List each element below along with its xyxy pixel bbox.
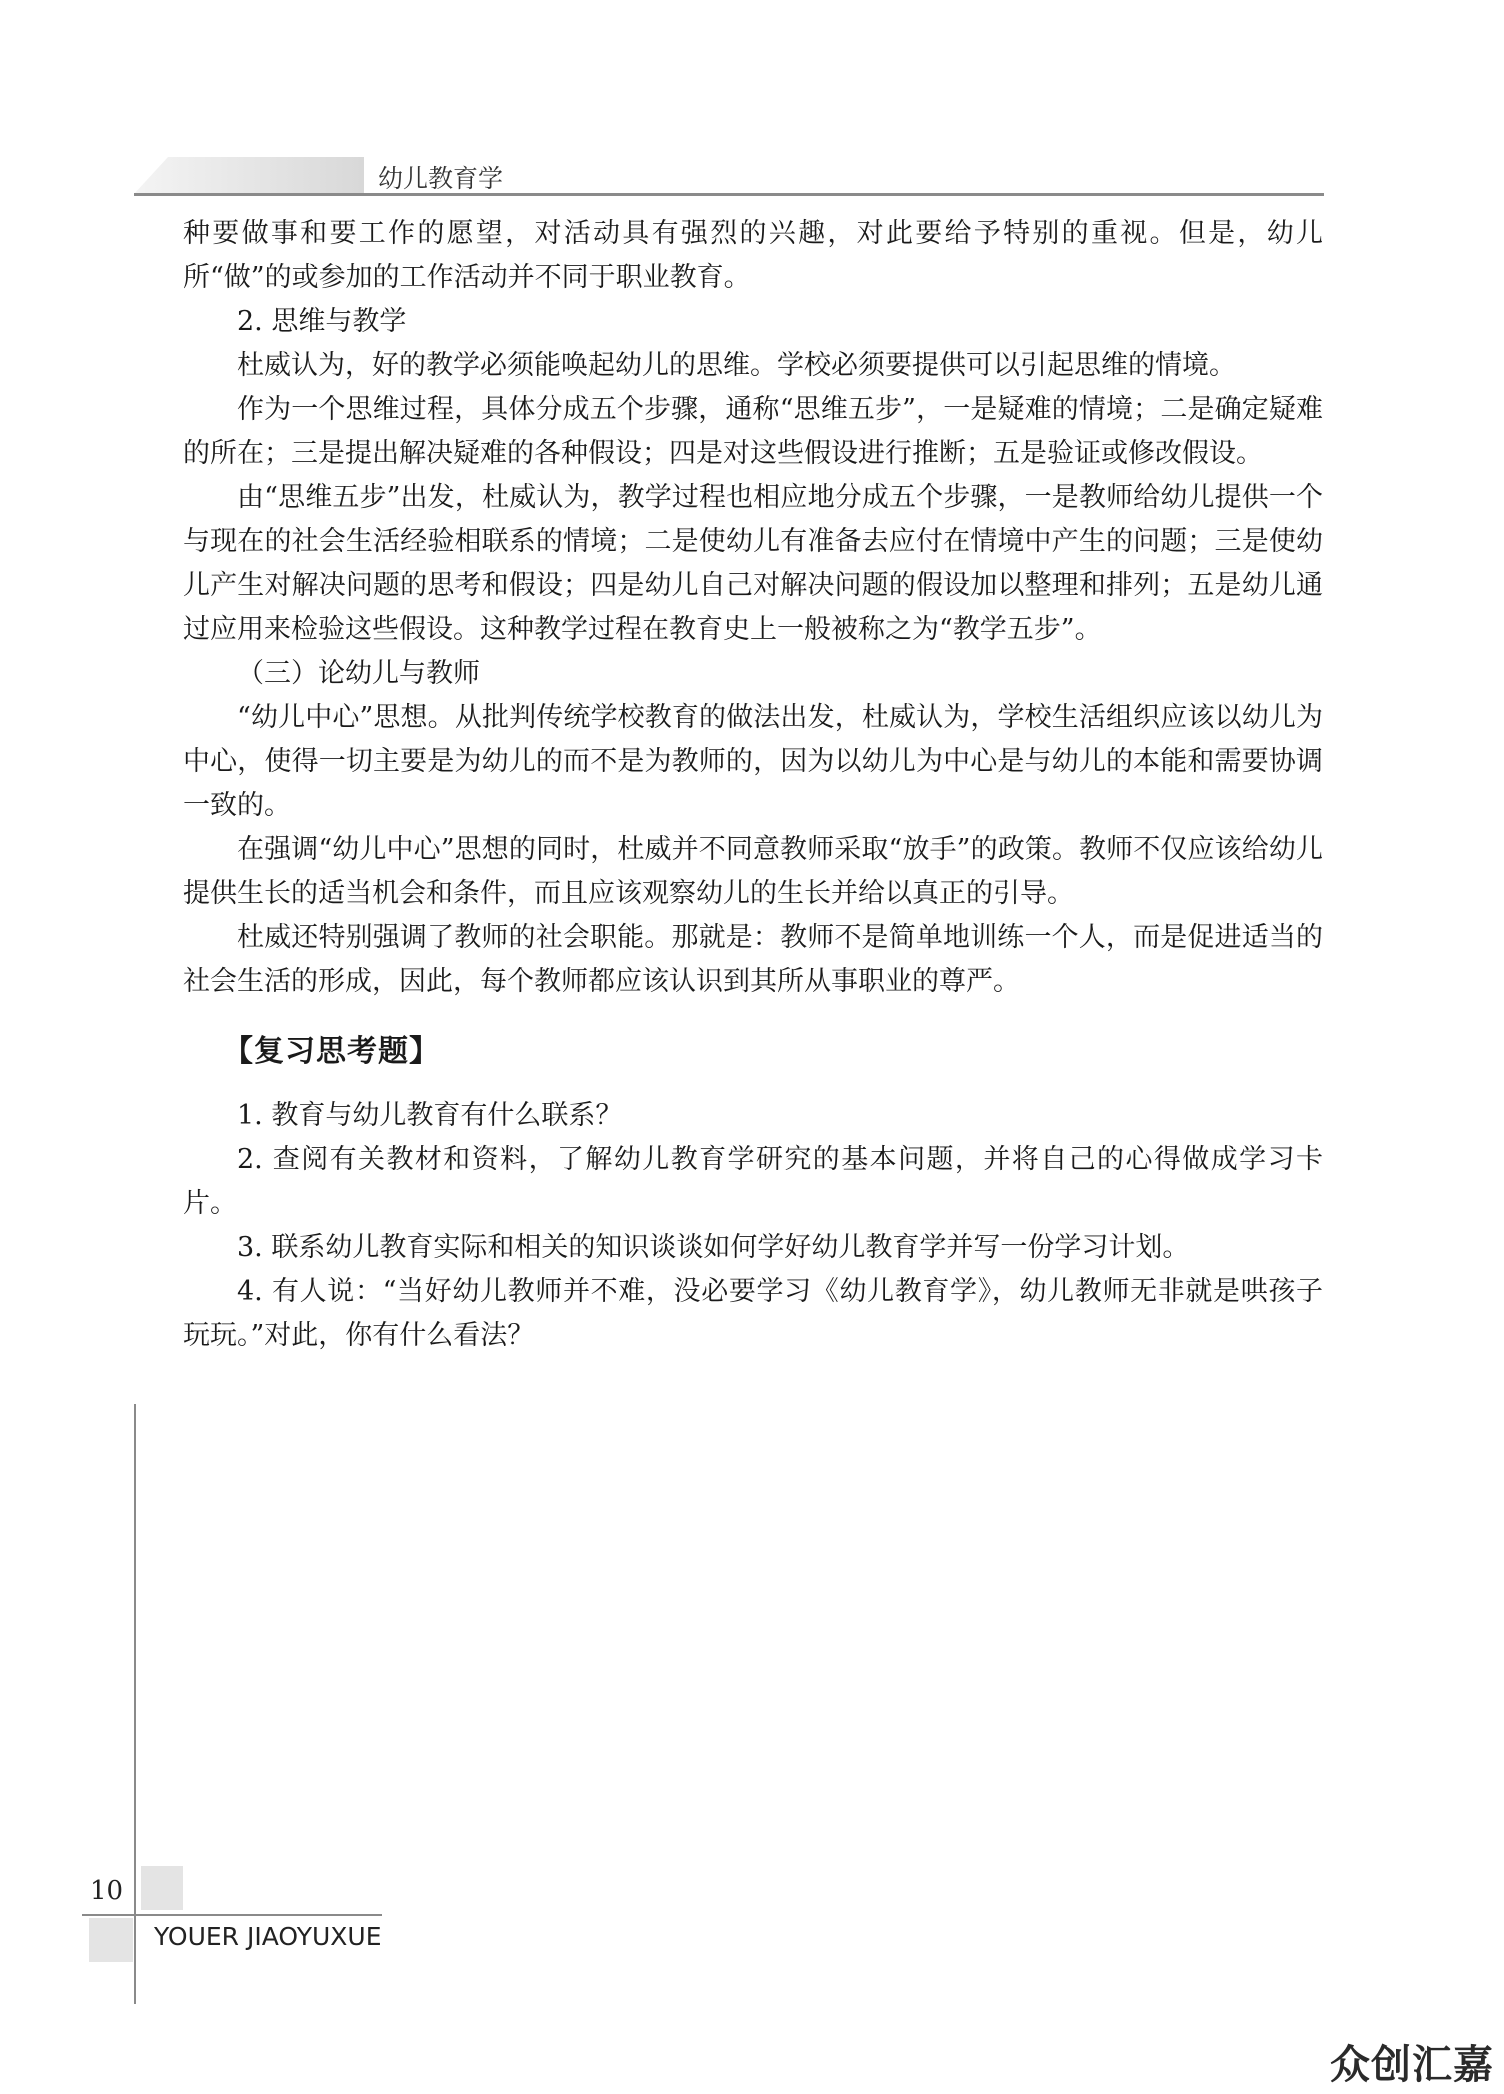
review-question: 3. 联系幼儿教育实际和相关的知识谈谈如何学好幼儿教育学并写一份学习计划。 (237, 1232, 1190, 1263)
running-header-title: 幼儿教育学 (378, 164, 504, 193)
footer-decoration-square (141, 1866, 183, 1910)
footer-decoration-square (89, 1918, 133, 1962)
header-rule (134, 193, 1324, 196)
review-question: 2. 查阅有关教材和资料，了解幼儿教育学研究的基本问题，并将自己的心得做成学习卡片。 (183, 1144, 1323, 1219)
paragraph-child-center: “幼儿中心”思想。从批判传统学校教育的做法出发，杜威认为，学校生活组织应该以幼儿为中心，使得一切主要是为幼儿的而不是为教师的，因为以幼儿为中心是与幼儿的本能和需要协调一致的。 (183, 702, 1323, 821)
paragraph-five-steps: 作为一个思维过程，具体分成五个步骤，通称“思维五步”，一是疑难的情境；二是确定疑难的所在；三是提出解决疑难的各种假设；四是对这些假设进行推断；五是验证或修改假设。 (183, 394, 1323, 469)
header-decoration (134, 157, 364, 194)
footer-book-label: YOUER JIAOYUXUE (154, 1922, 382, 1951)
subsection-heading-thinking: 2. 思维与教学 (237, 306, 407, 337)
page-number: 10 (90, 1876, 124, 1906)
review-questions-heading: 【复习思考题】 (223, 1034, 440, 1069)
footer-rule (82, 1914, 382, 1916)
paragraph-continued: 种要做事和要工作的愿望，对活动具有强烈的兴趣，对此要给予特别的重视。但是，幼儿所“做”的或参加的工作活动并不同于职业教育。 (183, 218, 1323, 293)
watermark-logo: 众创汇嘉 (1330, 2042, 1494, 2088)
paragraph-teacher-role: 在强调“幼儿中心”思想的同时，杜威并不同意教师采取“放手”的政策。教师不仅应该给幼儿提供生长的适当机会和条件，而且应该观察幼儿的生长并给以真正的引导。 (183, 834, 1323, 909)
subsection-heading-child-teacher: （三）论幼儿与教师 (237, 658, 480, 689)
review-question: 1. 教育与幼儿教育有什么联系？ (237, 1100, 623, 1131)
page-content (183, 212, 1323, 1358)
paragraph-teaching-steps: 由“思维五步”出发，杜威认为，教学过程也相应地分成五个步骤，一是教师给幼儿提供一个与现在的社会生活经验相联系的情境；二是使幼儿有准备去应付在情境中产生的问题；三是使幼儿产生对解决问题的思考和假设；四是幼儿自己对解决问题的假设加以整理和排列；五是幼儿通过应用来检验这些假设。这种教学过程在教育史上一般被称之为“教学五步”。 (183, 482, 1323, 645)
paragraph-social-function: 杜威还特别强调了教师的社会职能。那就是：教师不是简单地训练一个人，而是促进适当的社会生活的形成，因此，每个教师都应该认识到其所从事职业的尊严。 (183, 922, 1323, 997)
review-question: 4. 有人说：“当好幼儿教师并不难，没必要学习《幼儿教育学》，幼儿教师无非就是哄孩子玩玩。”对此，你有什么看法？ (183, 1276, 1323, 1351)
paragraph-thinking: 杜威认为，好的教学必须能唤起幼儿的思维。学校必须要提供可以引起思维的情境。 (237, 350, 1236, 381)
